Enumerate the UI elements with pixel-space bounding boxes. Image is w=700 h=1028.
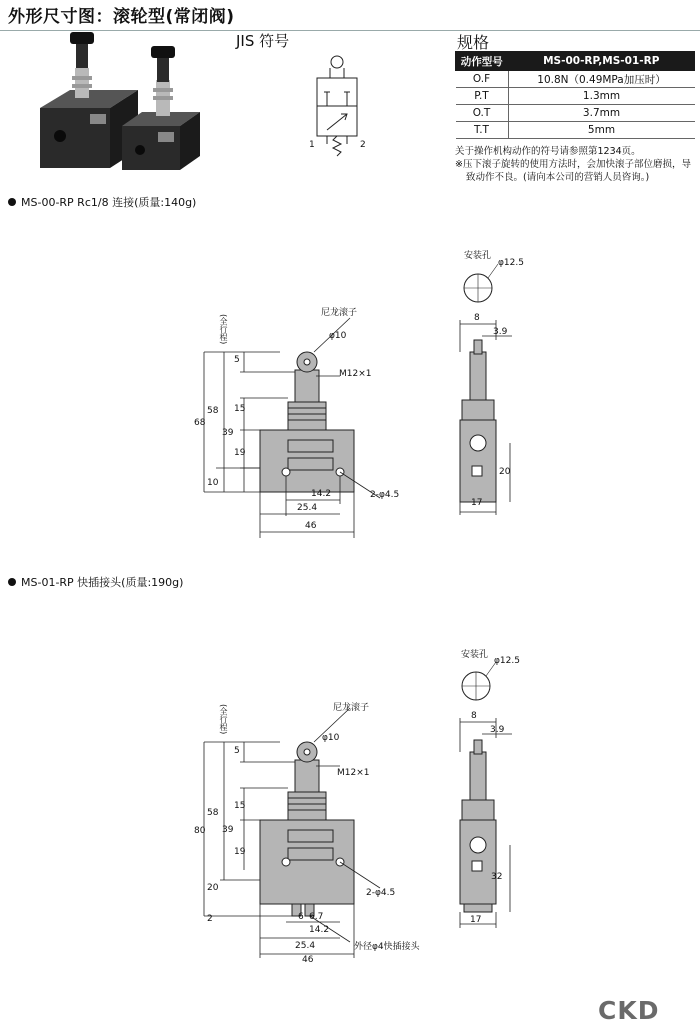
jis-port-1: 1 — [309, 140, 315, 150]
section1-dim-10: 10 — [207, 478, 219, 488]
section2-label-text: MS-01-RP 快插接头(质量:190g) — [21, 576, 184, 589]
section1-dim-15: 15 — [234, 404, 246, 414]
section2-nylon-roller: 尼龙滚子 — [333, 703, 370, 713]
section1-dim-58: 58 — [207, 406, 219, 416]
section1-dim-68: 68 — [194, 418, 206, 428]
spec-row-label: O.T — [456, 105, 509, 122]
section1-dim-17: 17 — [471, 498, 483, 508]
section1-full-stroke: (全行程) — [219, 314, 228, 345]
jis-symbol-title: JIS 符号 — [236, 32, 290, 50]
section2-fitting: 外径φ4快插接头 — [354, 942, 420, 952]
section2-dim-14-2: 14.2 — [309, 925, 330, 935]
page-title: 外形尺寸图：滚轮型(常闭阀) — [8, 7, 235, 27]
section1-label-text: MS-00-RP Rc1/8 连接(质量:140g) — [21, 196, 197, 209]
section1-dim-20: 20 — [499, 467, 511, 477]
section2-dim-19: 19 — [234, 847, 246, 857]
section1-dim-3-9: 3.9 — [493, 327, 508, 337]
spec-row — [456, 105, 695, 122]
spec-header-label: 动作型号 — [456, 52, 509, 71]
spec-title: 规格 — [457, 33, 490, 52]
section2-dim-2: 2 — [207, 914, 213, 924]
section1-dim-39: 39 — [222, 428, 234, 438]
section1-hole: 2-φ4.5 — [370, 490, 400, 500]
section2-hole: 2-φ4.5 — [366, 888, 396, 898]
jis-valve-symbol — [300, 52, 370, 172]
section1-dim-14-2: 14.2 — [311, 489, 332, 499]
section2-dim-3-9: 3.9 — [490, 725, 505, 735]
section2-mount-hole: 安装孔 — [461, 650, 489, 660]
section1-thread: M12×1 — [339, 369, 372, 379]
section2-label — [8, 574, 183, 590]
section2-full-stroke: (全行程) — [219, 704, 228, 735]
section2-dim-80: 80 — [194, 826, 206, 836]
section2-dim-5: 5 — [234, 746, 240, 756]
section1-dim-46: 46 — [305, 521, 317, 531]
section2-dim-6: 6 — [298, 912, 304, 922]
jis-port-2: 2 — [360, 140, 366, 150]
section2-dim-25-4: 25.4 — [295, 941, 316, 951]
brand-logo: CKD — [598, 996, 660, 1025]
spec-row — [456, 122, 695, 139]
spec-row-value: 5mm — [508, 122, 695, 139]
spec-row — [456, 71, 695, 88]
bullet-icon — [8, 578, 16, 586]
section2-dim-32: 32 — [491, 872, 503, 882]
product-photo — [30, 28, 230, 178]
spec-header-model: MS-00-RP,MS-01-RP — [508, 52, 695, 71]
spec-row-value: 1.3mm — [508, 88, 695, 105]
section2-dim-6-7: 6.7 — [309, 912, 324, 922]
section1-side-drawing — [440, 240, 540, 515]
spec-table — [455, 51, 695, 139]
spec-note-2a: ※压下滚子旋转的使用方法时，会加快滚子部位磨损，导 — [455, 159, 691, 170]
section1-dim-5: 5 — [234, 355, 240, 365]
section1-roller-dia: φ10 — [329, 331, 347, 341]
section2-dim-39: 39 — [222, 825, 234, 835]
section1-dim-25-4: 25.4 — [297, 503, 318, 513]
section2-dim-46: 46 — [302, 955, 314, 965]
spec-note-1: 关于操作机构动作的符号请参照第1234页。 — [455, 146, 641, 157]
section1-label — [8, 194, 196, 210]
spec-note-2b: 致动作不良。(请向本公司的营销人员咨询。) — [466, 172, 650, 183]
section1-dim-8: 8 — [474, 313, 480, 323]
section2-mount-dia: φ12.5 — [494, 656, 520, 666]
bullet-icon — [8, 198, 16, 206]
spec-row-value: 3.7mm — [508, 105, 695, 122]
spec-header-row — [456, 52, 695, 71]
section2-dim-8: 8 — [471, 711, 477, 721]
spec-row-label: T.T — [456, 122, 509, 139]
spec-row-label: P.T — [456, 88, 509, 105]
section2-side-drawing — [440, 640, 540, 940]
spec-row — [456, 88, 695, 105]
section2-dim-17: 17 — [470, 915, 482, 925]
section1-mount-dia: φ12.5 — [498, 258, 524, 268]
section2-dim-20: 20 — [207, 883, 219, 893]
section2-roller-dia: φ10 — [322, 733, 340, 743]
section1-dim-19: 19 — [234, 448, 246, 458]
section2-dim-58: 58 — [207, 808, 219, 818]
spec-row-value: 10.8N（0.49MPa加压时） — [508, 71, 695, 88]
section2-dim-15: 15 — [234, 801, 246, 811]
section1-nylon-roller: 尼龙滚子 — [321, 308, 358, 318]
section1-mount-hole: 安装孔 — [464, 251, 492, 261]
spec-row-label: O.F — [456, 71, 509, 88]
section2-thread: M12×1 — [337, 768, 370, 778]
